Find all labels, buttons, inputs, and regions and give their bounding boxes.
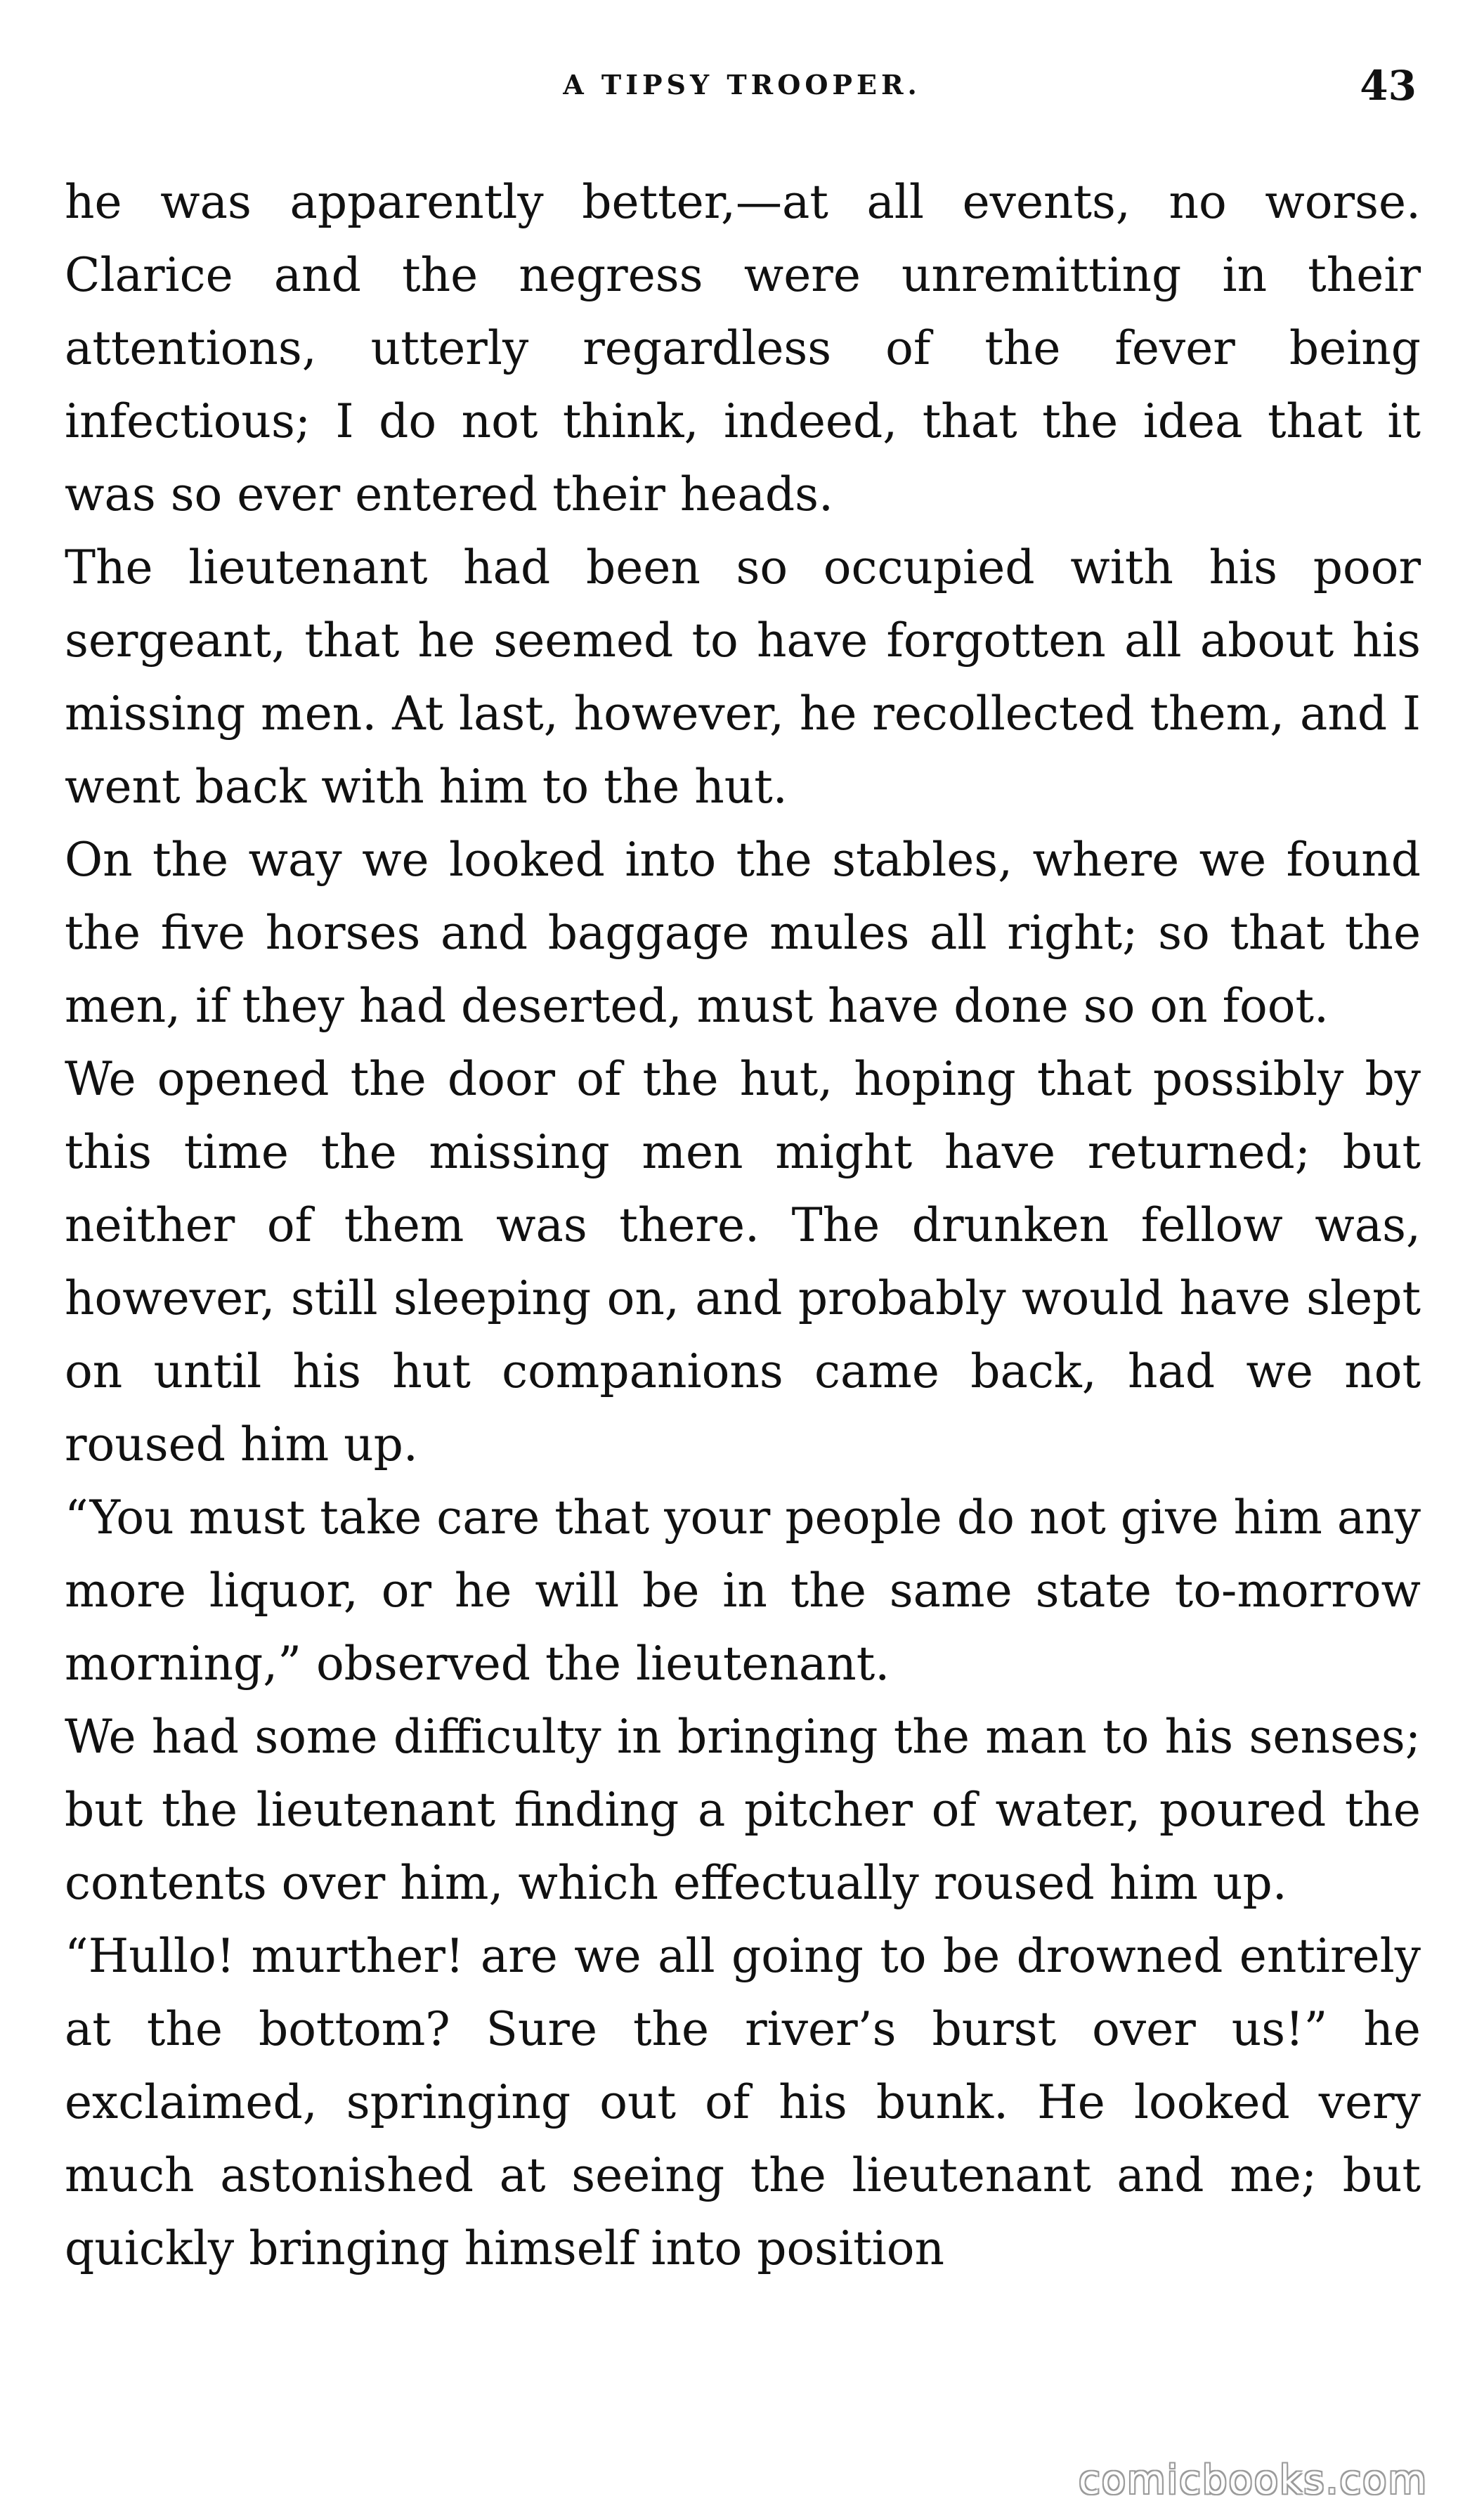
paragraph-5: “You must take care that your people do not give him any more liquor, or he will be in the same state to-morrow morning,” observed the lieutenant.	[65, 1490, 1421, 1691]
paragraph-1: he was apparently better,—at all events, no worse. Clarice and the negress were unremitting in their attentions, utterly regardless of the fever being infectious; I do not think, indeed, that the idea that it was so ever entered their heads.	[65, 175, 1421, 521]
watermark: comicbooks.com	[1078, 2457, 1428, 2503]
paragraph-6: We had some difficulty in bringing the man to his senses; but the lieutenant finding a pitcher of water, poured the contents over him, which effectually roused him up.	[65, 1710, 1421, 1910]
body-text	[65, 166, 1421, 2285]
page-number: 43	[1360, 62, 1417, 110]
paragraph-3: On the way we looked into the stables, where we found the five horses and baggage mules all right; so that the men, if they had deserted, must have done so on foot.	[65, 833, 1421, 1033]
running-head	[0, 62, 1484, 118]
paragraph-2: The lieutenant had been so occupied with his poor sergeant, that he seemed to have forgotten all about his missing men. At last, however, he recollected them, and I went back with him to the hut.	[65, 540, 1421, 814]
paragraph-7: “Hullo! murther! are we all going to be drowned entirely at the bottom? Sure the river’s burst over us!” he exclaimed, springing out of his bunk. He looked very much astonished at seeing the lieutenant and me; but quickly bringing himself into position	[65, 1929, 1421, 2275]
paragraph-4: We opened the door of the hut, hoping that possibly by this time the missing men might have returned; but neither of them was there. The drunken fellow was, however, still sleeping on, and probably would have slept on until his hut companions came back, had we not roused him up.	[65, 1052, 1421, 1472]
running-title: A TIPSY TROOPER.	[563, 69, 921, 100]
